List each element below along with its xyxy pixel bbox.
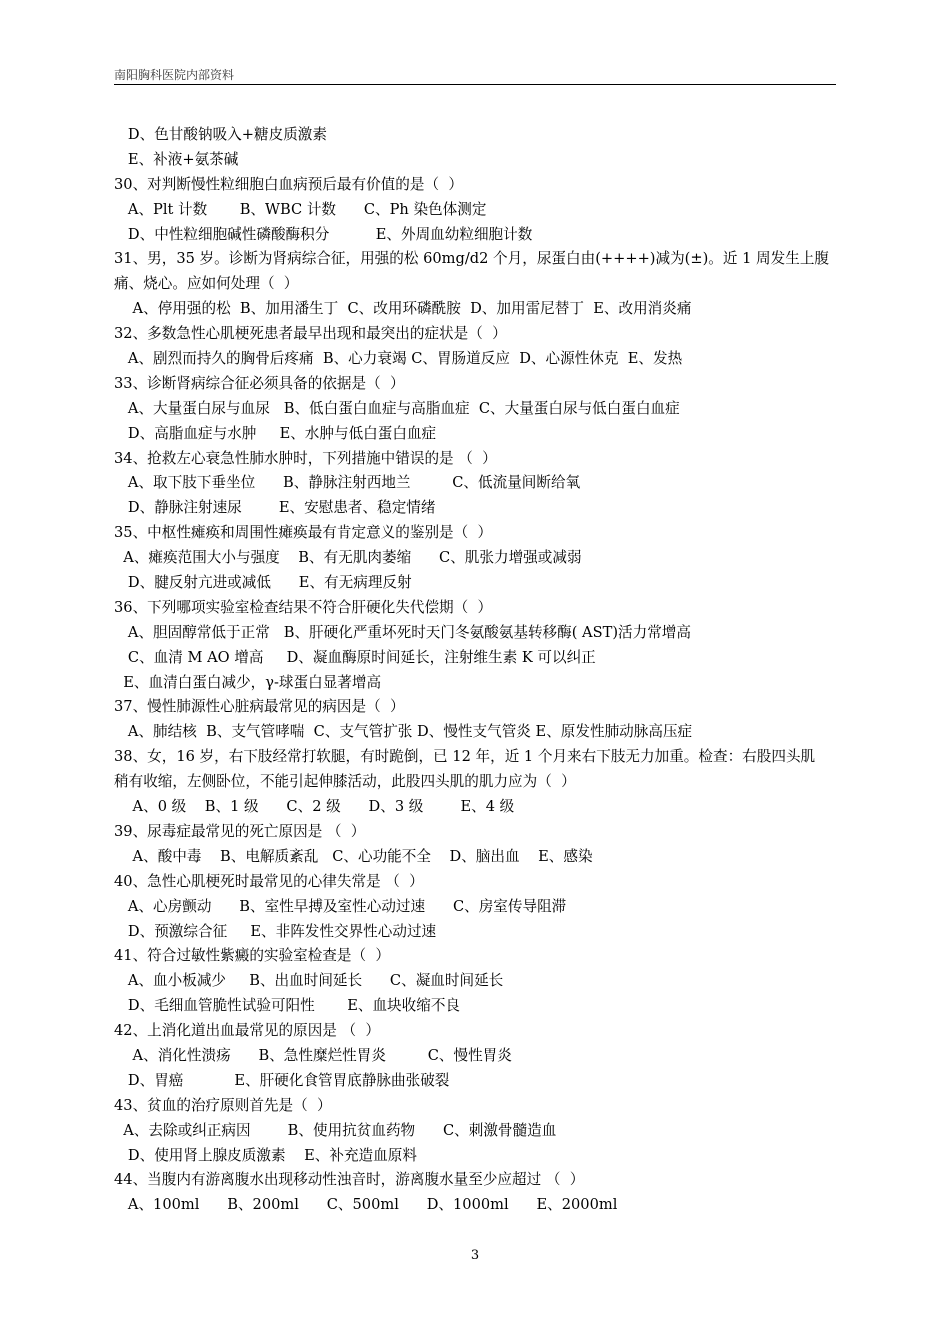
text-line: A、取下肢下垂坐位 B、静脉注射西地兰 C、低流量间断给氧 bbox=[114, 474, 581, 492]
text-line: 38、女，16 岁，右下肢经常打软腿，有时跪倒，已 12 年，近 1 个月来右下肢无力加重。检查：右股四头肌 bbox=[114, 748, 816, 766]
text-line: A、剧烈而持久的胸骨后疼痛 B、心力衰竭 C、胃肠道反应 D、心源性休克 E、发热 bbox=[114, 350, 683, 368]
text-line: A、肺结核 B、支气管哮喘 C、支气管扩张 D、慢性支气管炎 E、原发性肺动脉高压症 bbox=[114, 723, 693, 741]
text-line: D、腱反射亢进或减低 E、有无病理反射 bbox=[114, 574, 412, 592]
text-line: 35、中枢性瘫痪和周围性瘫痪最有肯定意义的鉴别是（ ） bbox=[114, 524, 493, 542]
text-line: 30、对判断慢性粒细胞白血病预后最有价值的是（ ） bbox=[114, 175, 463, 193]
text-line: D、中性粒细胞碱性磷酸酶积分 E、外周血幼粒细胞计数 bbox=[114, 225, 533, 243]
text-line: D、毛细血管脆性试验可阳性 E、血块收缩不良 bbox=[114, 997, 461, 1015]
text-line: 31、男，35 岁。诊断为肾病综合征，用强的松 60mg/d2 个月，尿蛋白由(++++)减为(±)。近 1 周发生上腹 bbox=[114, 250, 830, 268]
text-line: 39、尿毒症最常见的死亡原因是 （ ） bbox=[114, 822, 366, 840]
text-line: 40、急性心肌梗死时最常见的心律失常是 （ ） bbox=[114, 872, 424, 890]
text-line: 43、贫血的治疗原则首先是（ ） bbox=[114, 1096, 332, 1114]
text-line: 33、诊断肾病综合征必须具备的依据是（ ） bbox=[114, 374, 405, 392]
document-body bbox=[114, 123, 838, 1218]
page-header bbox=[114, 66, 836, 85]
text-line: 32、多数急性心肌梗死患者最早出现和最突出的症状是（ ） bbox=[114, 325, 507, 343]
text-line: D、高脂血症与水肿 E、水肿与低白蛋白血症 bbox=[114, 424, 437, 442]
text-line: 41、符合过敏性紫癜的实验室检查是（ ） bbox=[114, 947, 390, 965]
text-line: 稍有收缩，左侧卧位，不能引起伸膝活动，此股四头肌的肌力应为（ ） bbox=[114, 773, 576, 791]
text-line: 34、抢救左心衰急性肺水肿时，下列措施中错误的是 （ ） bbox=[114, 449, 497, 467]
text-line: A、消化性溃疡 B、急性糜烂性胃炎 C、慢性胃炎 bbox=[114, 1046, 512, 1064]
text-line: D、预激综合征 E、非阵发性交界性心动过速 bbox=[114, 922, 437, 940]
text-line: A、大量蛋白尿与血尿 B、低白蛋白血症与高脂血症 C、大量蛋白尿与低白蛋白血症 bbox=[114, 399, 680, 417]
page-number: 3 bbox=[470, 1248, 480, 1263]
text-line: D、胃癌 E、肝硬化食管胃底静脉曲张破裂 bbox=[114, 1071, 450, 1089]
text-line: 42、上消化道出血最常见的原因是 （ ） bbox=[114, 1022, 380, 1040]
text-line: 37、慢性肺源性心脏病最常见的病因是（ ） bbox=[114, 698, 405, 716]
text-line: 44、当腹内有游离腹水出现移动性浊音时，游离腹水量至少应超过 （ ） bbox=[114, 1171, 585, 1189]
text-line: A、瘫痪范围大小与强度 B、有无肌肉萎缩 C、肌张力增强或减弱 bbox=[114, 549, 582, 567]
text-line: E、补液+氨茶碱 bbox=[114, 150, 239, 168]
text-line: 36、下列哪项实验室检查结果不符合肝硬化失代偿期（ ） bbox=[114, 598, 493, 616]
text-line: D、静脉注射速尿 E、安慰患者、稳定情绪 bbox=[114, 499, 436, 517]
header-title: 南阳胸科医院内部资料 bbox=[114, 68, 235, 82]
text-line: A、酸中毒 B、电解质紊乱 C、心功能不全 D、脑出血 E、感染 bbox=[114, 847, 593, 865]
text-line: A、血小板减少 B、出血时间延长 C、凝血时间延长 bbox=[114, 972, 504, 990]
text-line: D、色甘酸钠吸入+糖皮质激素 bbox=[114, 126, 327, 143]
text-line: A、心房颤动 B、室性早搏及室性心动过速 C、房室传导阻滞 bbox=[114, 897, 567, 915]
text-line: E、血清白蛋白减少，γ-球蛋白显著增高 bbox=[114, 673, 382, 691]
text-line: A、胆固醇常低于正常 B、肝硬化严重坏死时天门冬氨酸氨基转移酶( AST)活力常增高 bbox=[114, 623, 691, 641]
text-line: A、Plt 计数 B、WBC 计数 C、Ph 染色体测定 bbox=[114, 200, 487, 218]
text-line: A、去除或纠正病因 B、使用抗贫血药物 C、刺激骨髓造血 bbox=[114, 1121, 557, 1139]
text-line: A、0 级 B、1 级 C、2 级 D、3 级 E、4 级 bbox=[114, 798, 515, 816]
text-line: D、使用肾上腺皮质激素 E、补充造血原料 bbox=[114, 1146, 417, 1164]
text-line: 痛、烧心。应如何处理（ ） bbox=[114, 275, 299, 293]
text-line: A、100ml B、200ml C、500ml D、1000ml E、2000ml bbox=[114, 1196, 618, 1214]
text-line: C、血清 M AO 增高 D、凝血酶原时间延长，注射维生素 K 可以纠正 bbox=[114, 648, 596, 666]
text-line: A、停用强的松 B、加用潘生丁 C、改用环磷酰胺 D、加用雷尼替丁 E、改用消炎痛 bbox=[114, 300, 692, 318]
